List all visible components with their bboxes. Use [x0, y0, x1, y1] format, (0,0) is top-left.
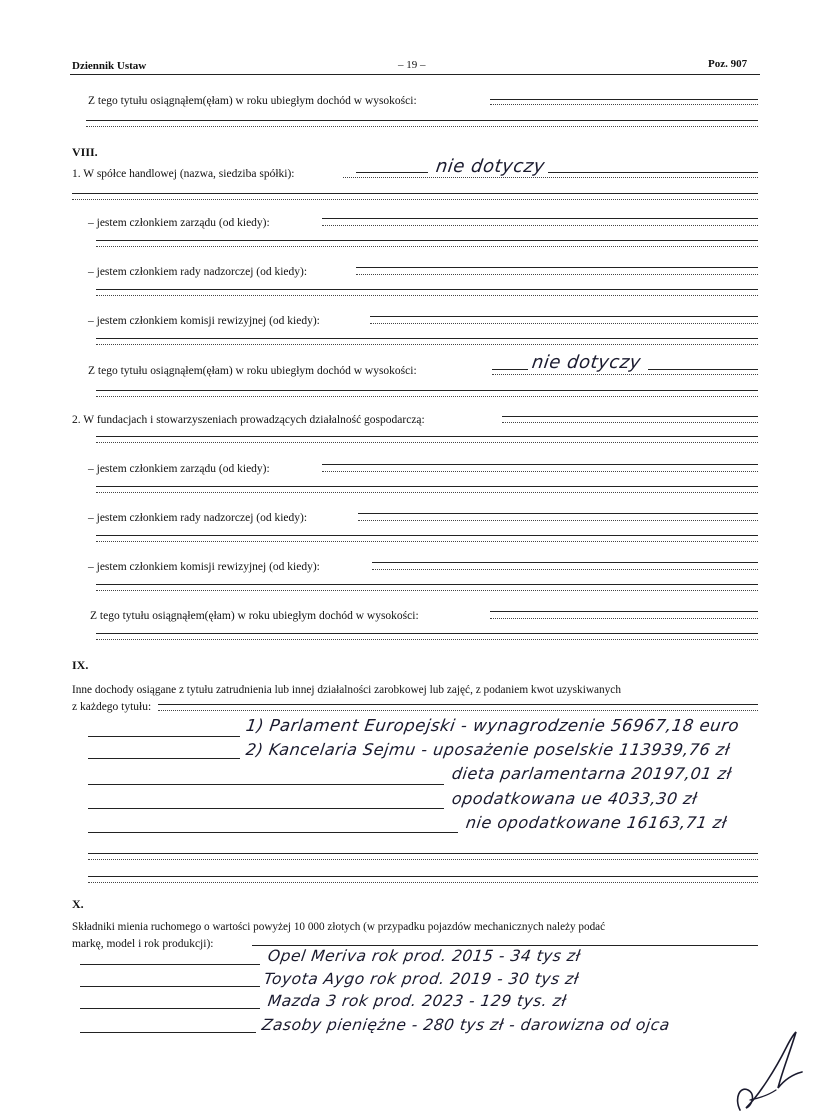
property-entry-1: Opel Meriva rok prod. 2015 - 34 tys zł — [266, 947, 582, 965]
income-label-viii-2: Z tego tytułu osiągnąłem(ęłam) w roku ubiegłym dochód w wysokości: — [90, 610, 419, 622]
top-income-line — [490, 104, 758, 105]
supervisory2-label: – jestem członkiem rady nadzorczej (od kiedy): — [88, 512, 308, 524]
audit2-label: – jestem członkiem komisji rewizyjnej (od kiedy): — [88, 561, 320, 573]
header-rule — [70, 74, 760, 75]
board-label: – jestem członkiem zarządu (od kiedy): — [88, 217, 270, 229]
income-answer-viii: nie dotyczy — [530, 352, 643, 373]
top-income-label: Z tego tytułu osiągnąłem(ęłam) w roku ubiegłym dochód w wysokości: — [88, 95, 417, 107]
publication-title: Dziennik Ustaw — [72, 60, 147, 72]
movable-property-label-2: markę, model i rok produkcji): — [72, 938, 214, 950]
income-label-viii: Z tego tytułu osiągnąłem(ęłam) w roku ubiegłym dochód w wysokości: — [88, 365, 417, 377]
section-ix-heading: IX. — [72, 658, 89, 672]
movable-property-label-1: Składniki mienia ruchomego o wartości powyżej 10 000 złotych (w przypadku pojazdów mechanicznych należy podać — [72, 921, 606, 933]
income-entry-3: dieta parlamentarna 20197,01 zł — [450, 764, 733, 783]
section-viii-heading: VIII. — [72, 145, 98, 159]
property-entry-4: Zasoby pieniężne - 280 tys zł - darowizna od ojca — [260, 1016, 672, 1034]
property-entry-3: Mazda 3 rok prod. 2023 - 129 tys. zł — [266, 992, 568, 1010]
income-entry-2: 2) Kancelaria Sejmu - uposażenie poselskie 113939,76 zł — [244, 740, 732, 759]
supervisory-label: – jestem członkiem rady nadzorczej (od kiedy): — [88, 266, 308, 278]
income-entry-1: 1) Parlament Europejski - wynagrodzenie 56967,18 euro — [244, 716, 741, 735]
board2-label: – jestem członkiem zarządu (od kiedy): — [88, 463, 270, 475]
signature-mark — [730, 1028, 810, 1114]
position-number: Poz. 907 — [708, 58, 748, 70]
income-entry-5: nie opodatkowane 16163,71 zł — [464, 813, 729, 832]
other-income-label-2: z każdego tytułu: — [72, 701, 152, 713]
income-entry-4: opodatkowana ue 4033,30 zł — [450, 789, 699, 808]
page-number: – 19 – — [398, 59, 426, 71]
section-x-heading: X. — [72, 897, 84, 911]
foundations-label: 2. W fundacjach i stowarzyszeniach prowadzących działalność gospodarczą: — [72, 414, 425, 426]
audit-label: – jestem członkiem komisji rewizyjnej (od kiedy): — [88, 315, 320, 327]
property-entry-2: Toyota Aygo rok prod. 2019 - 30 tys zł — [262, 970, 581, 988]
company-answer: nie dotyczy — [434, 156, 547, 177]
other-income-label-1: Inne dochody osiągane z tytułu zatrudnienia lub innej działalności zarobkowej lub zajęć, z podaniem kwot uzyskiwanych — [72, 684, 621, 696]
company-label: 1. W spółce handlowej (nazwa, siedziba spółki): — [72, 168, 295, 180]
